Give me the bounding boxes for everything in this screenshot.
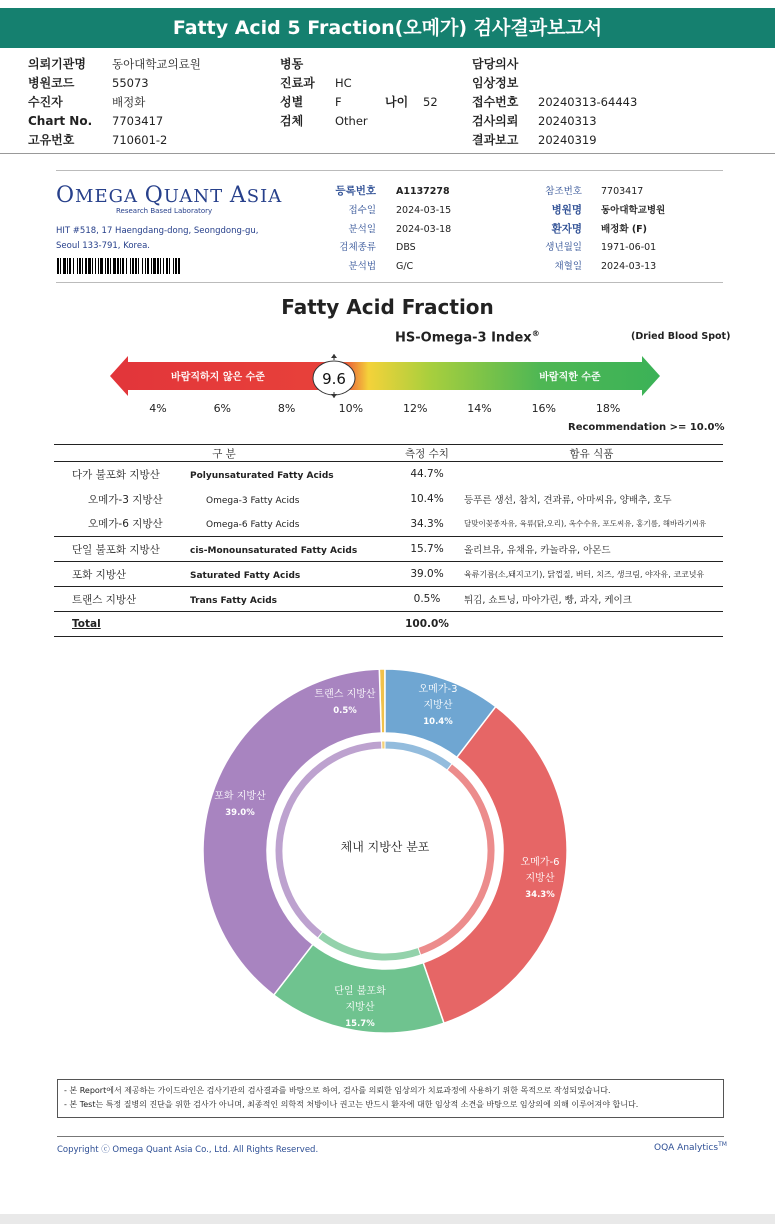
row-name-en: Omega-6 Fatty Acids (206, 520, 300, 531)
gauge-tick-label: 6% (213, 402, 232, 415)
index-title-text: HS-Omega-3 Index (395, 330, 532, 346)
label-omega6: 34.3% (525, 890, 555, 900)
copyright: Copyright ⓒ Omega Quant Asia Co., Ltd. All Rights Reserved. (57, 1145, 319, 1155)
logo-initial: O (56, 183, 76, 208)
row-food: 등푸른 생선, 참치, 견과류, 아마씨유, 양배추, 호두 (464, 495, 672, 506)
report-info-value: 배정화 (F) (601, 224, 648, 235)
bottom-strip (0, 1214, 775, 1224)
label-omega6: 지방산 (525, 873, 555, 884)
gauge-tick-label: 10% (338, 402, 364, 415)
logo-rest: SIA (246, 186, 283, 207)
index-title-sup: ® (531, 329, 540, 338)
table-row (54, 537, 723, 562)
value-chart-no: 7703417 (112, 114, 164, 128)
gauge-good-label: 바람직한 수준 (539, 372, 601, 383)
value-report-date: 20240319 (538, 133, 597, 147)
notes-box (57, 1079, 724, 1118)
table-row (54, 462, 723, 487)
row-name-kn: 오메가-6 지방산 (88, 518, 163, 531)
report-info-label: 분석법 (348, 261, 376, 272)
value-receipt-no: 20240313-64443 (538, 95, 638, 109)
report-info-label: 채혈일 (554, 261, 582, 272)
value-specimen: Other (335, 114, 368, 128)
label-omega3: 지방산 (423, 700, 453, 711)
row-name-kn: 다가 불포화 지방산 (72, 468, 160, 481)
row-value: 0.5% (394, 587, 460, 612)
value-sex: F (335, 95, 342, 109)
report-info-label: 병원명 (551, 204, 582, 216)
report-info-label: 참조번호 (545, 186, 582, 197)
gauge-bad-label: 바람직하지 않은 수준 (171, 372, 265, 383)
header-col-3 (472, 55, 637, 150)
table-header-food: 함유 식품 (460, 445, 723, 462)
fatty-acid-donut-chart (214, 666, 560, 1040)
value-request-date: 20240313 (538, 114, 597, 128)
report-info-value: DBS (396, 242, 416, 253)
note-2: - 본 Test는 특정 질병의 진단을 위한 검사가 아니며, 최종적인 의학적 처방이나 권고는 반드시 환자에 대한 임상적 소견을 바탕으로 임상의에 의해 이루어져야 합니다. (64, 1100, 639, 1109)
logo-initial: A (229, 183, 247, 208)
chart-title: 체내 지방산 분포 (340, 840, 430, 854)
label-age: 나이 (385, 95, 409, 109)
report-info-value: A1137278 (396, 186, 450, 197)
report-info-label: 분석일 (348, 224, 376, 235)
label-doctor: 담당의사 (472, 57, 519, 71)
note-1: - 본 Report에서 제공하는 가이드라인은 검사기관의 검사결과를 바탕으로 하여, 검사를 의뢰한 임상의가 치료과정에 사용하기 위한 목적으로 작성되었습니다. (64, 1086, 611, 1095)
report-info-value: 동아대학교병원 (601, 205, 666, 216)
row-name-kn: 단일 불포화 지방산 (72, 543, 160, 556)
report-top-divider (56, 170, 723, 171)
report-info-value: 2024-03-13 (601, 261, 657, 272)
report-info-label: 환자명 (551, 223, 582, 235)
gauge-tick-label: 4% (149, 402, 167, 415)
report-info-value: 1971-06-01 (601, 242, 657, 253)
label-mono: 단일 불포화 (334, 986, 386, 997)
label-unique-no: 고유번호 (28, 133, 75, 147)
label-sex: 성별 (280, 95, 304, 109)
table-row (54, 587, 723, 612)
label-clinical-info: 임상정보 (472, 76, 519, 90)
report-info-label: 검체종류 (339, 242, 376, 253)
gauge-tick-label: 18% (595, 402, 621, 415)
label-report-date: 결과보고 (472, 133, 519, 147)
header-divider (0, 153, 775, 154)
label-trans: 트랜스 지방산 (314, 689, 376, 700)
value-age: 52 (423, 95, 438, 109)
label-ward: 병동 (280, 57, 304, 71)
table-row-total (54, 612, 723, 637)
row-value: 39.0% (394, 562, 460, 587)
label-specimen: 검체 (280, 114, 304, 128)
report-info-label: 접수일 (348, 205, 376, 216)
total-value: 100.0% (394, 612, 460, 637)
label-saturated: 포화 지방산 (214, 791, 266, 802)
table-row (54, 512, 723, 537)
report-info-value: G/C (396, 261, 414, 272)
row-name-en: Omega-3 Fatty Acids (206, 495, 300, 506)
table-row (54, 487, 723, 512)
gauge-tick-label: 8% (277, 402, 296, 415)
row-name-kn: 오메가-3 지방산 (88, 493, 163, 506)
index-title (395, 329, 540, 345)
value-patient: 배정화 (112, 95, 146, 109)
label-mono: 15.7% (345, 1019, 375, 1029)
slice-saturated (203, 669, 381, 995)
lab-logo-subtitle: Research Based Laboratory (116, 207, 213, 215)
logo-rest: UANT (163, 186, 230, 207)
table-row (54, 562, 723, 587)
row-value: 10.4% (410, 493, 444, 505)
gauge-tick-label: 14% (467, 402, 492, 415)
row-value: 34.3% (410, 517, 444, 530)
total-label: Total (72, 618, 101, 630)
value-unique-no: 710601-2 (112, 133, 168, 147)
report-info-divider (56, 282, 723, 283)
gauge-tick-label: 12% (402, 402, 428, 415)
row-value: 44.7% (394, 462, 460, 487)
logo-initial: Q (144, 183, 164, 208)
row-name-en: Saturated Fatty Acids (190, 570, 301, 581)
lab-address: HIT #518, 17 Haengdang-dong, Seongdong-gu, Seoul 133-791, Korea. (56, 226, 259, 251)
label-omega3: 10.4% (423, 717, 453, 727)
row-food: 올리브유, 유채유, 카놀라유, 아몬드 (460, 537, 723, 562)
report-info-label: 등록번호 (335, 185, 376, 197)
label-request-date: 검사의뢰 (472, 114, 519, 128)
row-food: 육류기름(소,돼지고기), 닭껍질, 버터, 치즈, 생크림, 야자유, 코코넛유 (460, 562, 723, 587)
label-omega3: 오메가-3 (418, 684, 458, 695)
row-food: 튀김, 쇼트닝, 마아가린, 빵, 과자, 케이크 (460, 587, 723, 612)
label-trans: 0.5% (333, 706, 357, 716)
brand (654, 1141, 727, 1153)
report-title: Fatty Acid 5 Fraction(오메가) 검사결과보고서 (0, 8, 775, 48)
recommendation: Recommendation >= 10.0% (568, 422, 725, 433)
label-requester: 의뢰기관명 (28, 57, 86, 71)
label-department: 진료과 (280, 76, 315, 90)
label-omega6: 오메가-6 (520, 857, 560, 868)
barcode-image (57, 258, 257, 274)
report-info-value: 7703417 (601, 186, 644, 197)
index-gauge (110, 354, 670, 398)
footer-divider (57, 1136, 724, 1137)
fatty-acid-table (54, 444, 723, 637)
brand-text: OQA Analytics (654, 1143, 719, 1153)
value-hospital-code: 55073 (112, 76, 149, 90)
header-col-1 (28, 55, 201, 150)
gauge-value: 9.6 (322, 370, 346, 388)
row-name-en: cis-Monounsaturated Fatty Acids (190, 545, 358, 556)
row-name-kn: 트랜스 지방산 (72, 593, 137, 606)
value-department: HC (335, 76, 352, 90)
header-col-2 (280, 55, 438, 131)
row-food (460, 462, 723, 487)
label-mono: 지방산 (345, 1002, 375, 1013)
brand-sup: TM (718, 1141, 727, 1148)
report-info-value: 2024-03-15 (396, 205, 452, 216)
gauge-tick-label: 16% (531, 402, 557, 415)
report-info-value: 2024-03-18 (396, 224, 452, 235)
table-header-category: 구 분 (54, 445, 394, 462)
fraction-title: Fatty Acid Fraction (281, 295, 494, 319)
row-name-en: Polyunsaturated Fatty Acids (190, 470, 334, 481)
table-header-value: 측정 수치 (394, 445, 460, 462)
label-saturated: 39.0% (225, 808, 255, 818)
label-patient: 수진자 (28, 95, 63, 109)
row-name-kn: 포화 지방산 (72, 568, 127, 581)
logo-rest: MEGA (75, 186, 145, 207)
value-requester: 동아대학교의료원 (112, 57, 201, 71)
label-hospital-code: 병원코드 (28, 76, 75, 90)
row-food: 달맞이꽃종자유, 육류(닭,오리), 옥수수유, 포도씨유, 홍기름, 해바라기씨유 (464, 519, 707, 529)
report-info-label: 생년월일 (545, 242, 582, 253)
label-receipt-no: 접수번호 (472, 95, 519, 109)
lab-logo (56, 183, 282, 208)
row-value: 15.7% (394, 537, 460, 562)
label-chart-no: Chart No. (28, 114, 93, 128)
barcode-bar (180, 258, 181, 274)
sample-type: (Dried Blood Spot) (631, 331, 731, 342)
row-name-en: Trans Fatty Acids (190, 595, 278, 606)
